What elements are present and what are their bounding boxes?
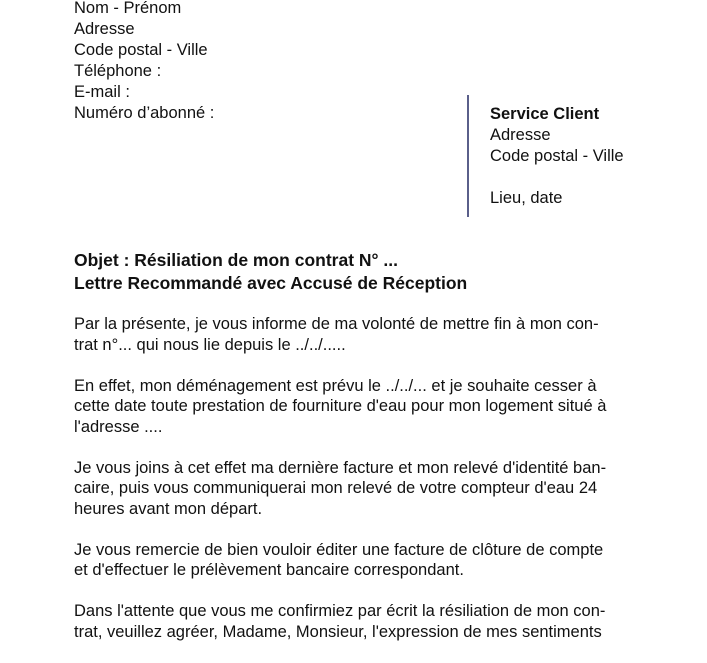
paragraph-line: trat, veuillez agréer, Madame, Monsieur, l'expression de mes sentiments [74,622,602,641]
recipient-city: Code postal - Ville [490,147,624,165]
recipient-name: Service Client [490,105,600,123]
paragraph-line: Dans l'attente que vous me confirmiez par écrit la résiliation de mon con- [74,602,606,620]
recipient-divider [467,95,469,217]
paragraph [74,314,639,355]
paragraph [74,376,639,438]
letter-body [74,314,639,663]
recipient-spacer [490,167,624,188]
paragraph-line: Je vous joins à cet effet ma dernière facture et mon relevé d'identité ban- [74,458,607,477]
paragraph [74,540,639,581]
place-date: Lieu, date [490,189,563,207]
sender-address: Adresse [74,20,135,38]
subject-block [74,249,467,295]
paragraph-line: Par la présente, je vous informe de ma volonté de mettre fin à mon con- [74,315,599,333]
paragraph [74,601,639,642]
recipient-address: Adresse [490,126,551,144]
paragraph-line: trat n°... qui nous lie depuis le ../../..... [74,335,346,354]
sender-email: E-mail : [74,83,130,101]
paragraph-line: heures avant mon départ. [74,499,263,518]
paragraph-line: Je vous remercie de bien vouloir éditer une facture de clôture de compte [74,540,604,559]
sender-name: Nom - Prénom [74,0,182,17]
sender-subscriber-number: Numéro d’abonné : [74,104,215,122]
paragraph-line: En effet, mon déménagement est prévu le ../../... et je souhaite cesser à [74,376,597,395]
paragraph [74,458,639,520]
paragraph-line: cette date toute prestation de fourniture d'eau pour mon logement situé à [74,397,607,415]
sender-city: Code postal - Ville [74,41,208,59]
paragraph-line: et d'effectuer le prélèvement bancaire correspondant. [74,561,464,579]
paragraph-line: l'adresse .... [74,417,163,436]
registered-mail-line: Lettre Recommandé avec Accusé de Réception [74,273,468,293]
recipient-block [490,104,624,209]
paragraph-line: caire, puis vous communiquerai mon relevé de votre compteur d'eau 24 [74,479,598,497]
sender-block [74,0,214,124]
sender-phone: Téléphone : [74,62,162,80]
subject-line: Objet : Résiliation de mon contrat N° ... [74,250,398,270]
